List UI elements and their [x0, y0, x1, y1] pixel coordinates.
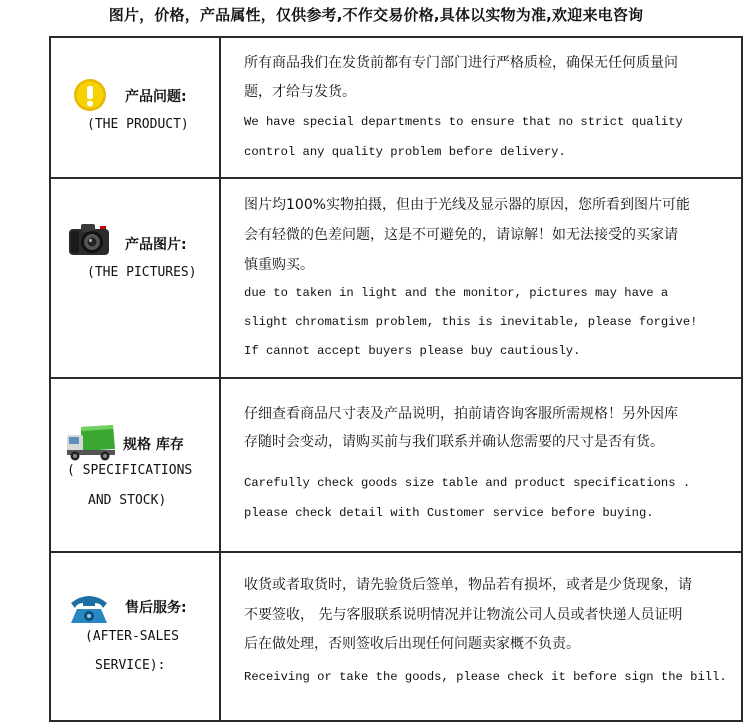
after-sales-text-cn-3: 后在做处理，否则签收后出现任何问题卖家概不负责。 [244, 636, 580, 652]
product-text-en-2: control any quality problem before delivery. [244, 145, 566, 159]
pictures-text-cn-1: 图片均100%实物拍摄，但由于光线及显示器的原因，您所看到图片可能 [244, 197, 691, 213]
pictures-text-cn-3: 慎重购买。 [244, 257, 314, 273]
pictures-title-cn: 产品图片: [125, 237, 187, 253]
pictures-text-cn-2: 会有轻微的色差问题，这是不可避免的，请谅解！如无法接受的买家请 [244, 227, 678, 243]
warning-icon [73, 78, 107, 116]
after-sales-text-cell [221, 553, 743, 720]
specifications-title-en-2: AND STOCK) [88, 493, 167, 508]
product-label-cell [49, 38, 221, 177]
specifications-text-en-1: Carefully check goods size table and product specifications . [244, 476, 691, 490]
page-header: 图片，价格，产品属性，仅供参考,不作交易价格,具体以实物为准,欢迎来电咨询 [108, 6, 644, 24]
pictures-text-en-1: due to taken in light and the monitor, pictures may have a [244, 286, 669, 300]
row-specifications [49, 377, 743, 551]
specifications-text-cn-2: 存随时会变动，请购买前与我们联系并确认您需要的尺寸是否有货。 [244, 434, 664, 450]
row-pictures [49, 177, 743, 377]
specifications-title-en: ( SPECIFICATIONS [67, 463, 193, 478]
specifications-label-cell [49, 379, 221, 551]
pictures-label-cell [49, 179, 221, 377]
after-sales-text-cn-2: 不要签收， 先与客服联系说明情况并让物流公司人员或者快递人员证明 [244, 607, 683, 623]
row-product [49, 36, 743, 177]
product-title-cn: 产品问题: [125, 89, 187, 105]
product-text-cn-1: 所有商品我们在发货前都有专门部门进行严格质检，确保无任何质量问 [244, 55, 678, 71]
pictures-title-en: (THE PICTURES) [87, 265, 197, 280]
truck-icon [65, 423, 117, 467]
product-text-cell [221, 38, 743, 177]
after-sales-title-en-2: SERVICE): [95, 658, 166, 673]
product-text-cn-2: 题，才给与发货。 [244, 84, 356, 100]
specifications-text-en-2: please check detail with Customer service before buying. [244, 506, 654, 520]
specifications-title-cn: 规格 库存 [123, 437, 184, 453]
product-text-en-1: We have special departments to ensure that no strict quality [244, 115, 683, 129]
camera-icon [67, 221, 111, 261]
pictures-text-en-3: If cannot accept buyers please buy cautiously. [244, 344, 581, 358]
pictures-text-cell [221, 179, 743, 377]
after-sales-label-cell [49, 553, 221, 720]
after-sales-title-cn: 售后服务: [125, 600, 187, 616]
telephone-icon [67, 591, 111, 629]
specifications-text-cell [221, 379, 743, 551]
after-sales-text-en-1: Receiving or take the goods, please check it before sign the bill. [244, 670, 727, 684]
after-sales-title-en: (AFTER-SALES [85, 629, 179, 644]
product-title-en: (THE PRODUCT) [87, 117, 189, 132]
after-sales-text-cn-1: 收货或者取货时，请先验货后签单，物品若有损坏，或者是少货现象，请 [244, 577, 692, 593]
row-after-sales [49, 551, 743, 722]
pictures-text-en-2: slight chromatism problem, this is inevitable, please forgive! [244, 315, 698, 329]
specifications-text-cn-1: 仔细查看商品尺寸表及产品说明，拍前请咨询客服所需规格！另外因库 [244, 406, 678, 422]
